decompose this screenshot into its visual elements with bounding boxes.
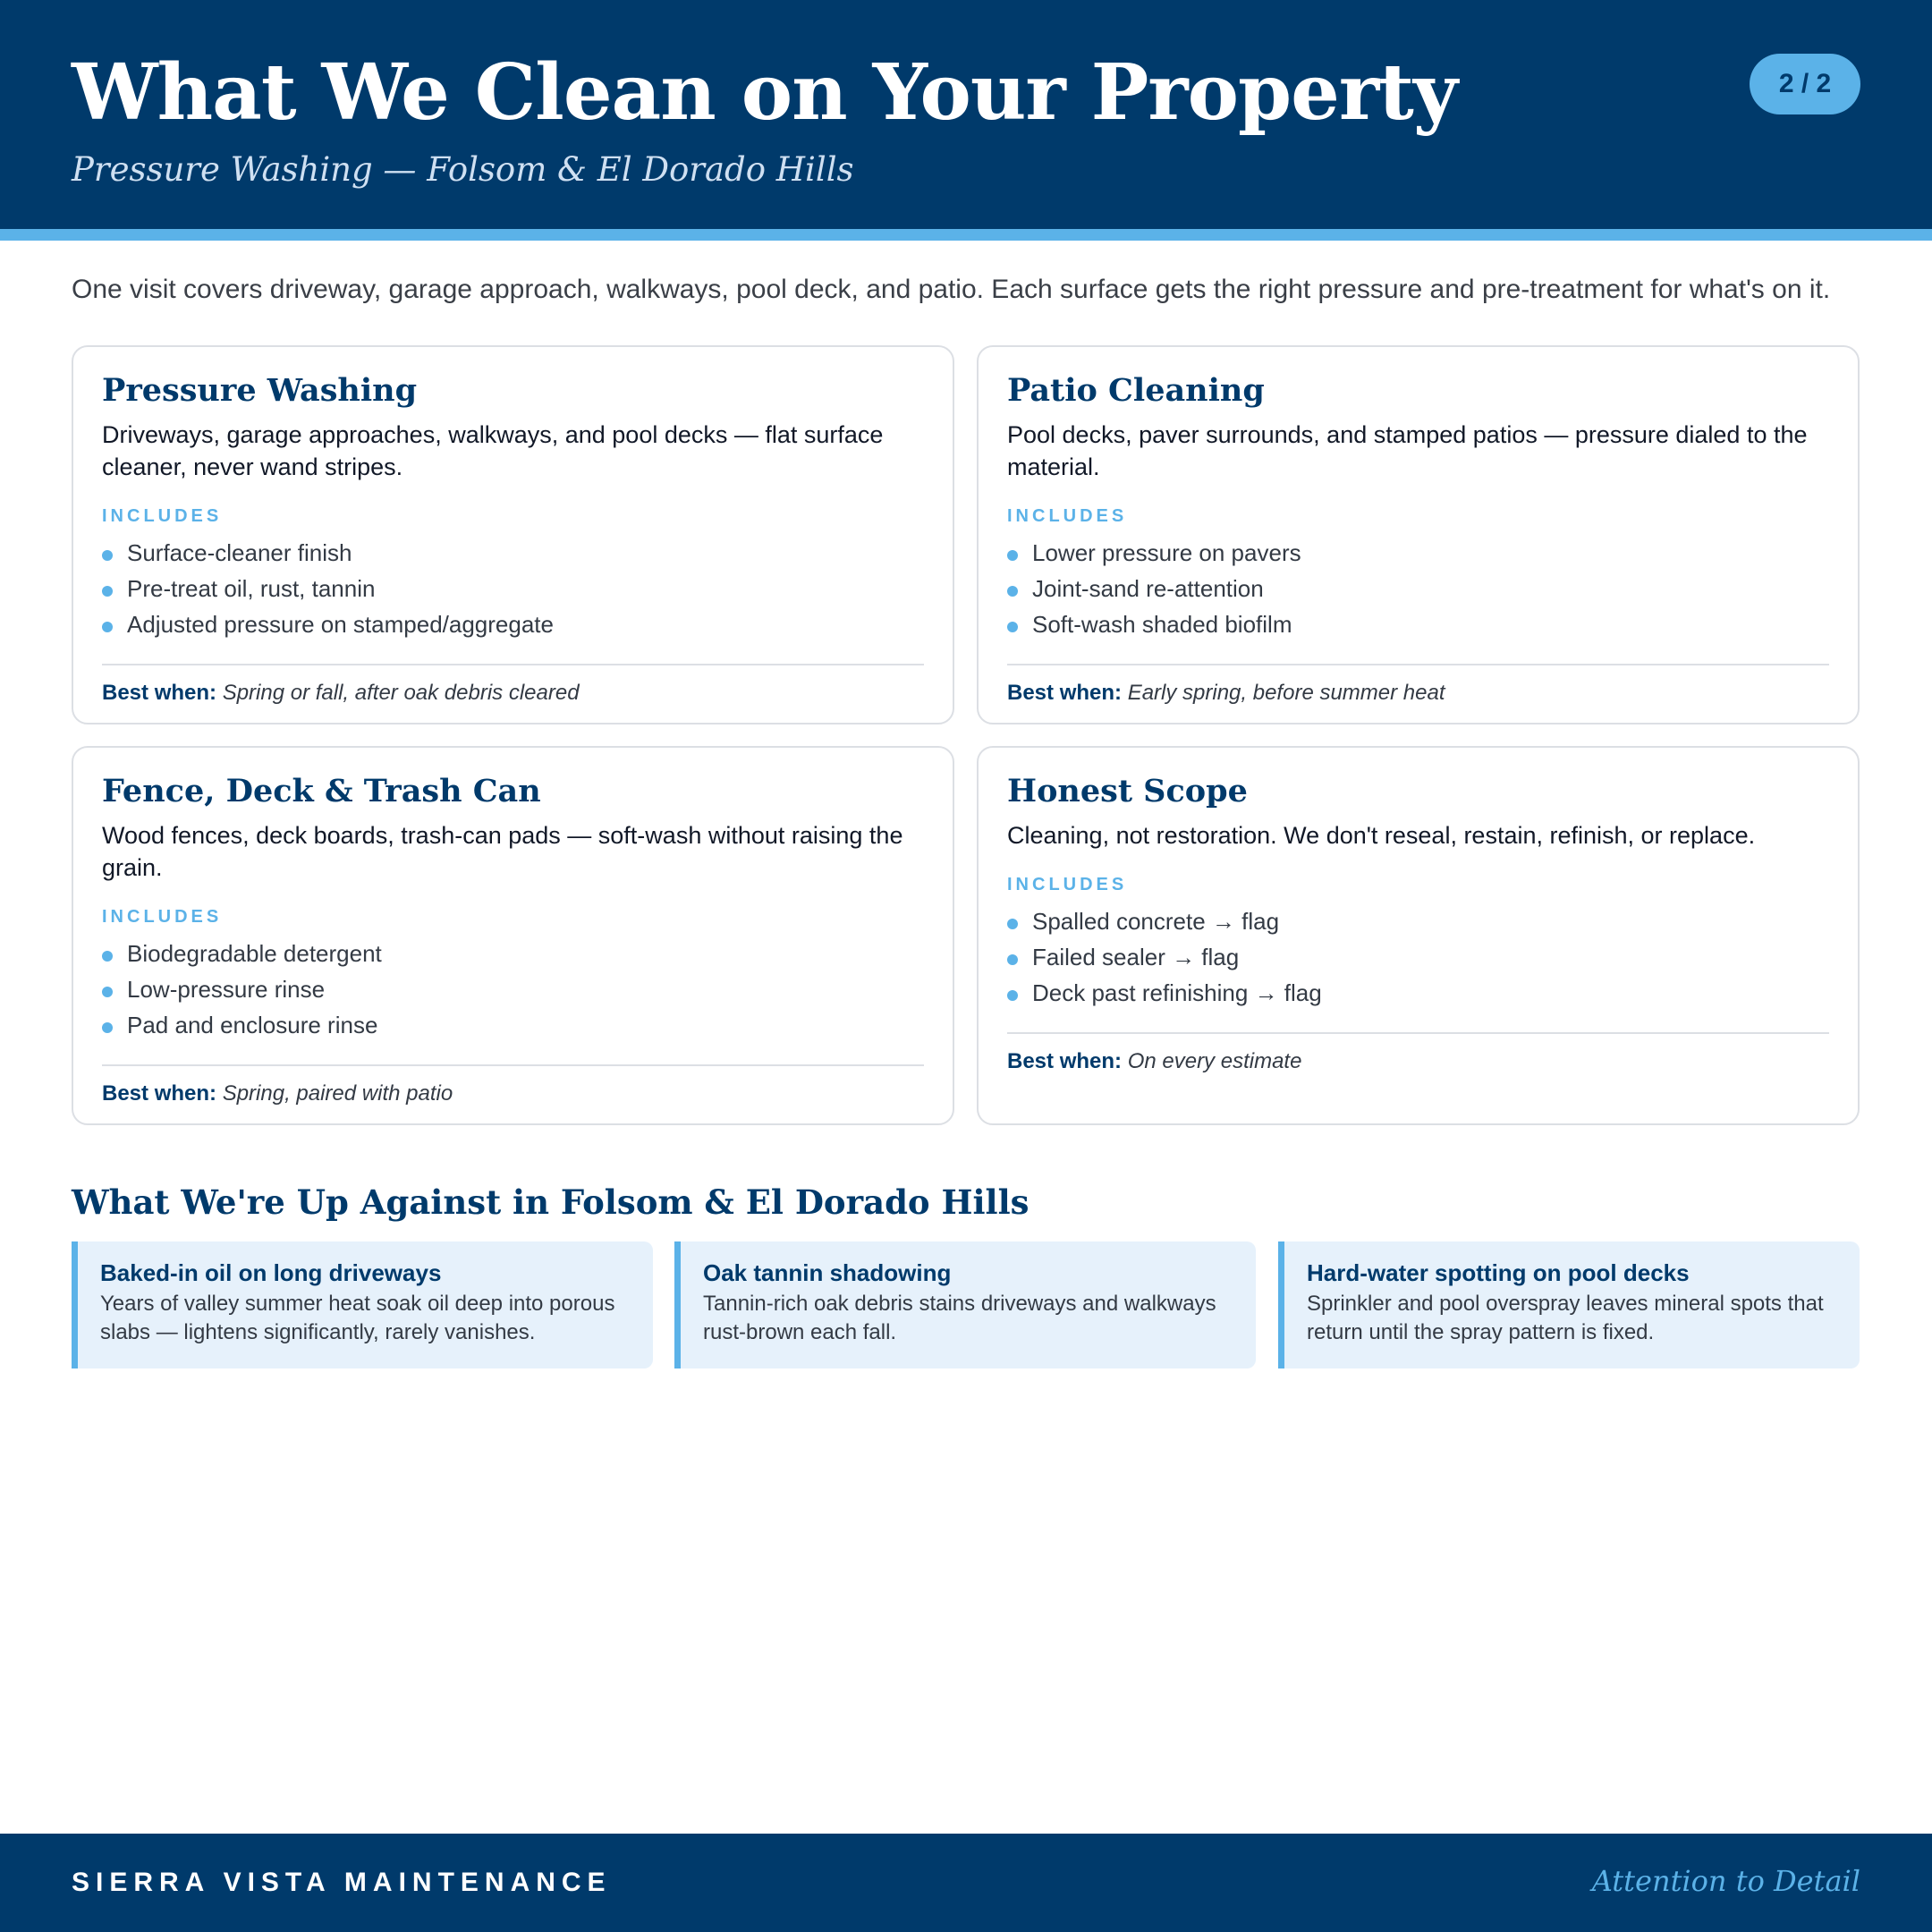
challenge-callout-tannin: [674, 1241, 1256, 1368]
card-description: Driveways, garage approaches, walkways, and pool decks — flat surface cleaner, never wand stripes.: [102, 421, 884, 480]
list-item: [102, 1007, 924, 1043]
list-item-text: Soft-wash shaded biofilm: [1032, 611, 1292, 638]
includes-label: INCLUDES: [102, 907, 223, 927]
service-card-patio-cleaning: [977, 345, 1860, 724]
best-when: [102, 678, 924, 708]
best-when: [1007, 1046, 1829, 1077]
footer: [0, 1834, 1932, 1932]
bullet-icon: [102, 1022, 113, 1033]
list-item: [1007, 606, 1829, 642]
list-item-text: Adjusted pressure on stamped/aggregate: [127, 611, 554, 638]
includes-list: [102, 535, 924, 642]
page-title: What We Clean on Your Property: [72, 47, 1457, 138]
bullet-icon: [1007, 550, 1018, 561]
list-item: [1007, 535, 1829, 571]
callout-text: Years of valley summer heat soak oil deep into porous slabs — lightens significantly, rarely vanishes.: [100, 1292, 615, 1344]
list-item-text: Pad and enclosure rinse: [127, 1012, 378, 1038]
page-indicator-badge: 2 / 2: [1750, 54, 1860, 114]
challenge-callout-oil: [72, 1241, 653, 1368]
list-item-text: Failed sealer → flag: [1032, 944, 1240, 970]
bullet-icon: [1007, 622, 1018, 632]
includes-label: INCLUDES: [102, 506, 223, 526]
card-title: Patio Cleaning: [1007, 372, 1265, 409]
brand-name: SIERRA VISTA MAINTENANCE: [72, 1868, 612, 1897]
list-item: [102, 936, 924, 971]
includes-list: [1007, 903, 1829, 1011]
callout-title: Hard-water spotting on pool decks: [1307, 1259, 1690, 1286]
bullet-icon: [1007, 586, 1018, 597]
list-item: [102, 571, 924, 606]
bullet-icon: [1007, 954, 1018, 965]
best-when-value: Spring, paired with patio: [222, 1081, 453, 1106]
list-item-text: Spalled concrete → flag: [1032, 908, 1280, 935]
includes-list: [102, 936, 924, 1043]
card-divider: [1007, 664, 1829, 665]
list-item: [102, 535, 924, 571]
challenge-callout-hard-water: [1278, 1241, 1860, 1368]
best-when-label: Best when:: [1007, 681, 1123, 705]
list-item-text: Low-pressure rinse: [127, 976, 326, 1003]
card-divider: [102, 1064, 924, 1066]
service-card-honest-scope: [977, 746, 1860, 1125]
includes-label: INCLUDES: [1007, 875, 1128, 894]
best-when: [1007, 678, 1829, 708]
list-item-text: Deck past refinishing → flag: [1032, 979, 1322, 1006]
header: [0, 0, 1932, 229]
card-title: Honest Scope: [1007, 773, 1248, 809]
callout-title: Baked-in oil on long driveways: [100, 1259, 442, 1286]
bullet-icon: [1007, 990, 1018, 1001]
best-when: [102, 1079, 924, 1109]
includes-list: [1007, 535, 1829, 642]
best-when-value: On every estimate: [1127, 1049, 1302, 1073]
list-item: [1007, 975, 1829, 1011]
list-item-text: Pre-treat oil, rust, tannin: [127, 575, 376, 602]
bullet-icon: [1007, 919, 1018, 929]
bullet-icon: [102, 622, 113, 632]
list-item-text: Lower pressure on pavers: [1032, 539, 1301, 566]
card-description: Pool decks, paver surrounds, and stamped patios — pressure dialed to the material.: [1007, 421, 1808, 480]
page-subtitle: Pressure Washing — Folsom & El Dorado Hills: [72, 150, 854, 189]
list-item-text: Joint-sand re-attention: [1032, 575, 1264, 602]
card-title: Pressure Washing: [102, 372, 418, 409]
best-when-value: Spring or fall, after oak debris cleared: [222, 681, 580, 705]
intro-text: One visit covers driveway, garage approach, walkways, pool deck, and patio. Each surface gets the right pressure and pre-treatment for what's on it.: [72, 275, 1831, 304]
best-when-label: Best when:: [1007, 1049, 1123, 1073]
card-divider: [1007, 1032, 1829, 1034]
callout-title: Oak tannin shadowing: [703, 1259, 952, 1286]
card-divider: [102, 664, 924, 665]
callout-text: Tannin-rich oak debris stains driveways and walkways rust-brown each fall.: [703, 1292, 1216, 1344]
best-when-label: Best when:: [102, 681, 217, 705]
list-item: [102, 606, 924, 642]
list-item: [1007, 571, 1829, 606]
card-title: Fence, Deck & Trash Can: [102, 773, 541, 809]
callout-text: Sprinkler and pool overspray leaves mineral spots that return until the spray pattern is fixed.: [1307, 1292, 1824, 1344]
card-description: Wood fences, deck boards, trash-can pads — soft-wash without raising the grain.: [102, 822, 903, 881]
service-card-pressure-washing: [72, 345, 954, 724]
header-accent-rule: [0, 229, 1932, 241]
bullet-icon: [102, 951, 113, 962]
bullet-icon: [102, 987, 113, 997]
list-item: [102, 971, 924, 1007]
list-item-text: Biodegradable detergent: [127, 940, 382, 967]
list-item: [1007, 903, 1829, 939]
card-description: Cleaning, not restoration. We don't reseal, restain, refinish, or replace.: [1007, 822, 1756, 849]
service-card-fence-deck-trash: [72, 746, 954, 1125]
list-item: [1007, 939, 1829, 975]
tagline: Attention to Detail: [1591, 1864, 1860, 1898]
includes-label: INCLUDES: [1007, 506, 1128, 526]
best-when-label: Best when:: [102, 1081, 217, 1106]
bullet-icon: [102, 550, 113, 561]
bullet-icon: [102, 586, 113, 597]
list-item-text: Surface-cleaner finish: [127, 539, 352, 566]
best-when-value: Early spring, before summer heat: [1127, 681, 1445, 705]
challenges-heading: What We're Up Against in Folsom & El Dorado Hills: [72, 1182, 1030, 1222]
